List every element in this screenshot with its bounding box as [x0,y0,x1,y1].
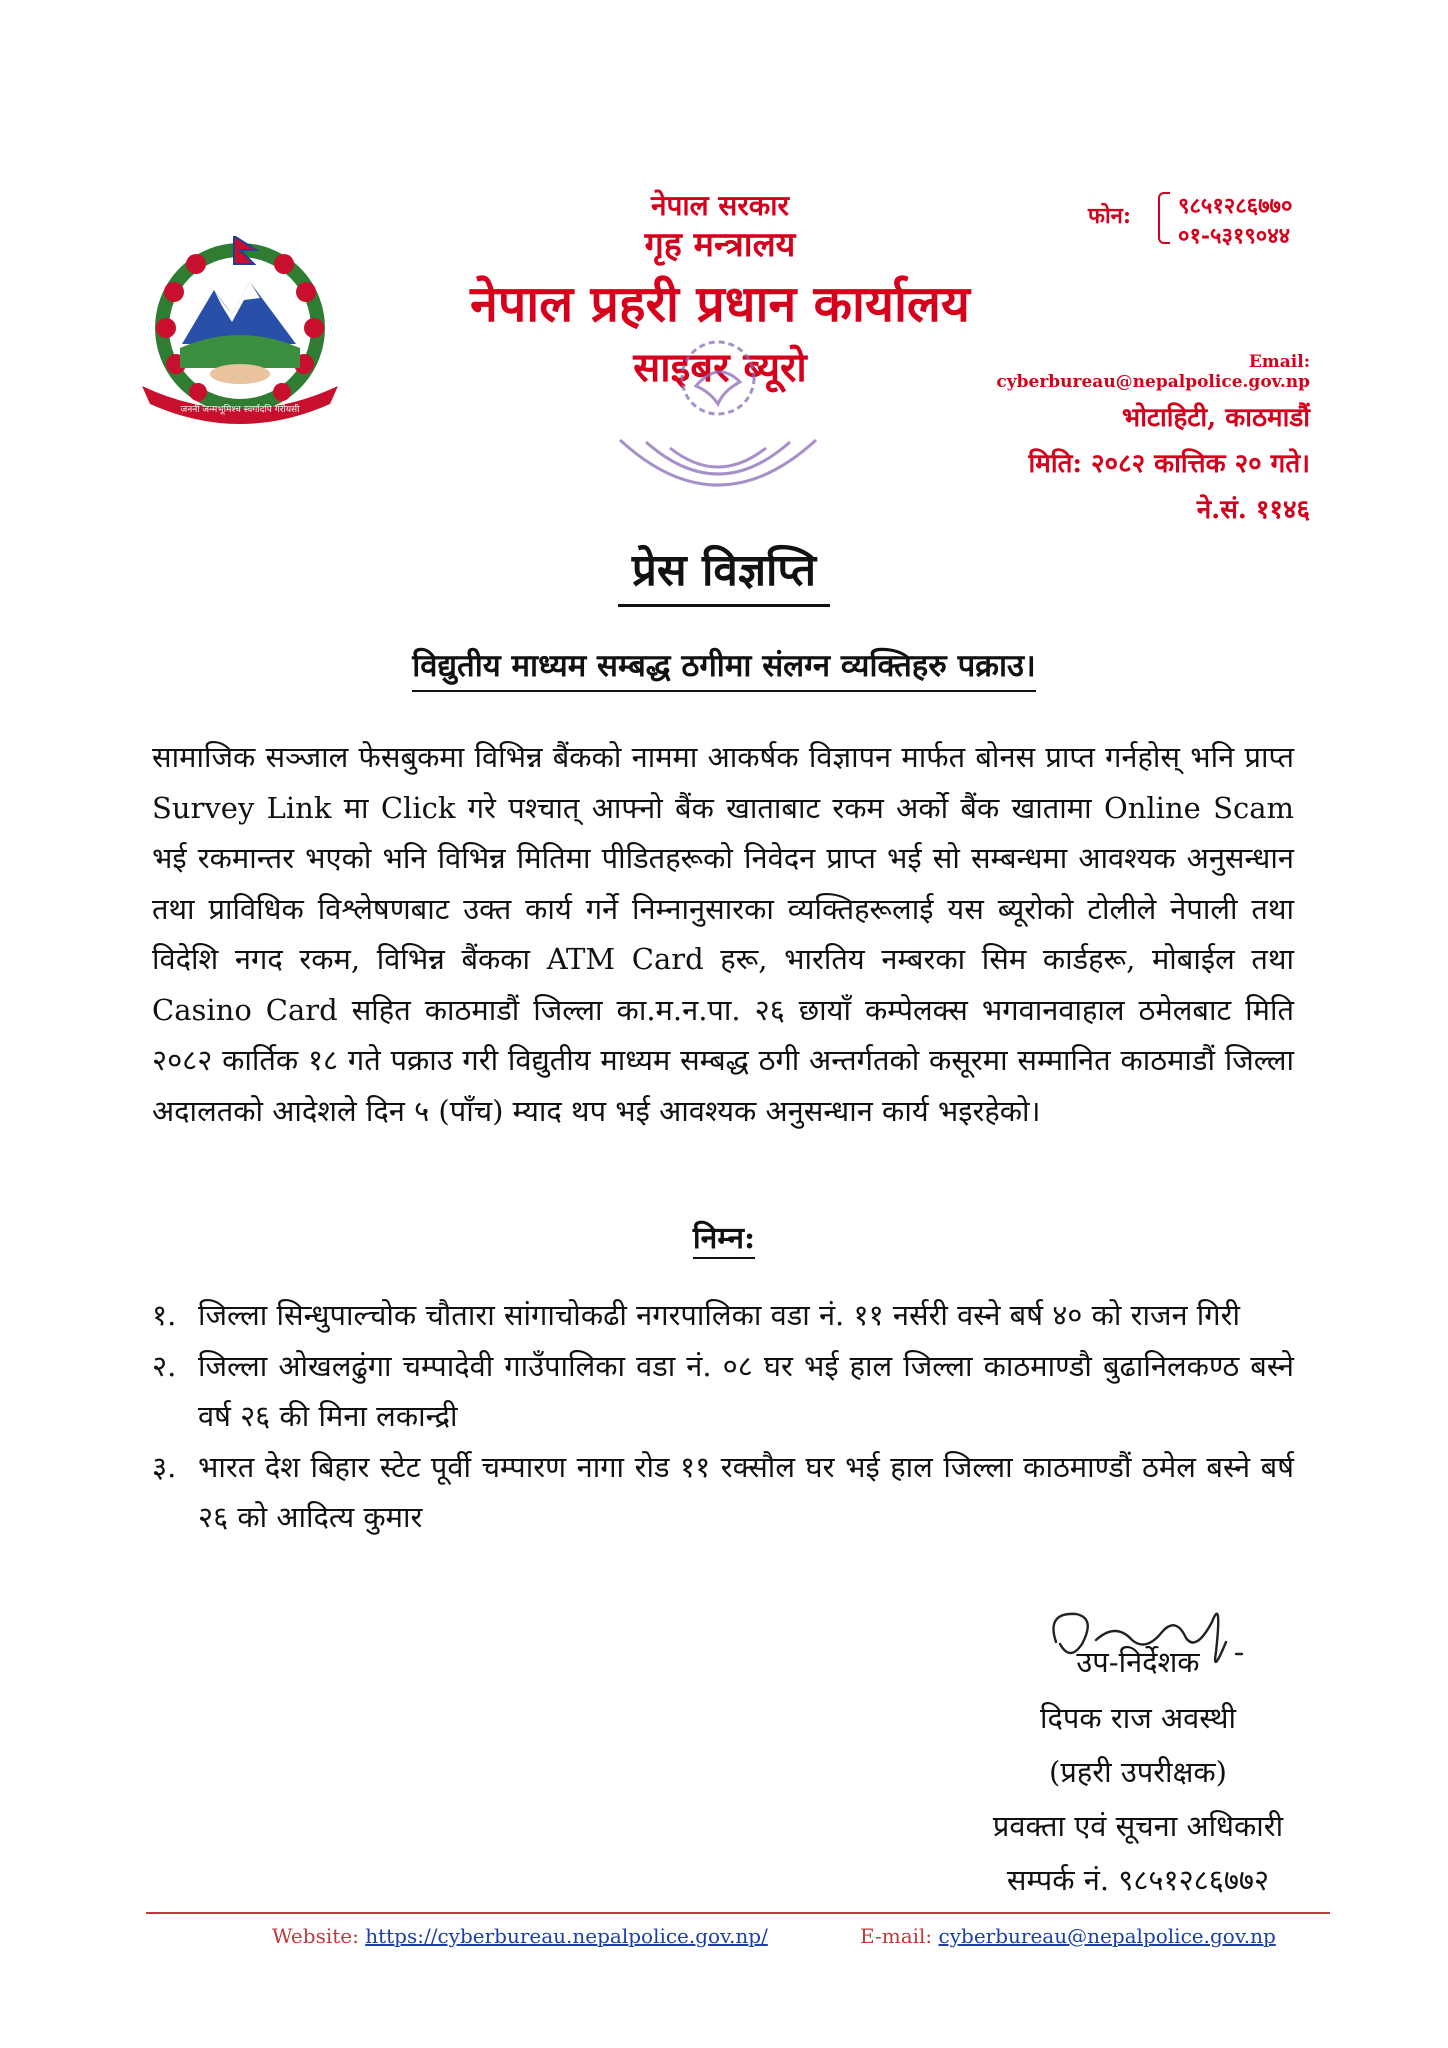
footer-divider [146,1912,1330,1914]
subject-line-wrap [0,644,1448,692]
list-item [152,1290,1294,1341]
headquarters-name: नेपाल प्रहरी प्रधान कार्यालय [470,274,970,333]
signatory-title: उप-निर्देशक [1076,1645,1200,1679]
signatory-name: दिपक राज अवस्थी [1039,1701,1236,1735]
list-item [152,1442,1294,1543]
press-release-title-wrap [0,538,1448,607]
list-item-number: १. [152,1298,177,1332]
footer-email-link[interactable]: cyberbureau@nepalpolice.gov.np [938,1924,1276,1948]
ministry-name: गृह मन्त्रालय [644,225,796,265]
footer-website-link[interactable]: https://cyberbureau.nepalpolice.gov.np/ [365,1924,768,1948]
government-name: नेपाल सरकार [650,189,790,222]
nepal-emblem-logo [136,236,348,426]
list-item-number: ३. [152,1449,177,1484]
office-stamp [600,330,840,530]
office-address: भोटाहिटी, काठमाडौं [1121,403,1310,433]
header-email: Email: cyberbureau@nepalpolice.gov.np [996,352,1310,392]
subject-line: विद्युतीय माध्यम सम्बद्ध ठगीमा संलग्न व्यक्तिहरु पक्राउ। [412,644,1036,692]
footer-website [272,1924,768,1948]
body-paragraph: सामाजिक सञ्जाल फेसबुकमा विभिन्न बैंकको नाममा आकर्षक विज्ञापन मार्फत बोनस प्राप्त गर्नहोस् भनि प्राप्त Survey Link मा Click गरे पश्चात् आफ्नो बैंक खाताबाट रकम अर्को बैंक खातामा Online Scam भई रकमान्तर भएको भनि विभिन्न मितिमा पीडितहरूको निवेदन प्राप्त भई सो सम्बन्धमा आवश्यक अनुसन्धान तथा प्राविधिक विश्लेषणबाट उक्त कार्य गर्ने निम्नानुसारका व्यक्तिहरूलाई यस ब्यूरोको टोलीले नेपाली तथा विदेशि नगद रकम, विभिन्न बैंकका ATM Card हरू, भारतिय नम्बरका सिम कार्डहरू, मोबाईल तथा Casino Card सहित काठमाडौं जिल्ला का.म.न.पा. २६ छायाँ कम्पेलक्स भगवानवाहाल ठमेलबाट मिति २०८२ कार्तिक १८ गते पक्राउ गरी विद्युतीय माध्यम सम्बद्ध ठगी अन्तर्गतको कसूरमा सम्मानित काठमाडौं जिल्ला अदालतको आदेशले दिन ५ (पाँच) म्याद थप भई आवश्यक अनुसन्धान कार्य भइरहेको। [152,740,1294,1128]
bureau-name: साइबर ब्यूरो [633,344,807,391]
nepal-samvat-year: ने.सं. ११४६ [1196,495,1310,525]
accused-list [152,1290,1294,1543]
signatory-contact: सम्पर्क नं. ९८५१२८६७७२ [1006,1863,1270,1897]
list-item [152,1341,1294,1442]
footer-email [860,1924,1276,1948]
list-heading: निम्न: [693,1216,755,1259]
emblem-motto: जननी जन्मभूमिश्च स्वर्गादपि गरीयसी [180,405,300,415]
issue-date: मिति: २०८२ कात्तिक २० गते। [1028,449,1310,479]
list-item-text: भारत देश बिहार स्टेट पूर्वी चम्पारण नागा रोड ११ रक्सौल घर भई हाल जिल्ला काठमाण्डौं ठमेल बस्ने बर्ष २६ को आदित्य कुमार [198,1449,1294,1534]
press-release-title: प्रेस विज्ञप्ति [618,538,830,607]
phone-number: ९८५१२८६७७० [1178,193,1293,219]
list-item-number: २. [152,1348,177,1383]
footer-website-label: Website: [272,1924,359,1948]
phone-brace [1158,192,1170,244]
signatory-role: प्रवक्ता एवं सूचना अधिकारी [992,1809,1284,1843]
list-heading-wrap [0,1216,1448,1259]
phone-label: फोन: [1088,203,1131,229]
footer-email-label: E-mail: [860,1924,933,1948]
list-item-text: जिल्ला ओखलढुंगा चम्पादेवी गाउँपालिका वडा नं. ०८ घर भई हाल जिल्ला काठमाण्डौ बुढानिलकण्ठ बस्ने वर्ष २६ की मिना लकान्द्री [198,1348,1294,1433]
phone-number: ०१-५३१९०४४ [1178,223,1291,249]
list-item-text: जिल्ला सिन्धुपाल्चोक चौतारा सांगाचोकढी नगरपालिका वडा नं. ११ नर्सरी वस्ने बर्ष ४० को राजन गिरी [198,1298,1241,1332]
signatory-rank: (प्रहरी उपरीक्षक) [1049,1755,1227,1789]
